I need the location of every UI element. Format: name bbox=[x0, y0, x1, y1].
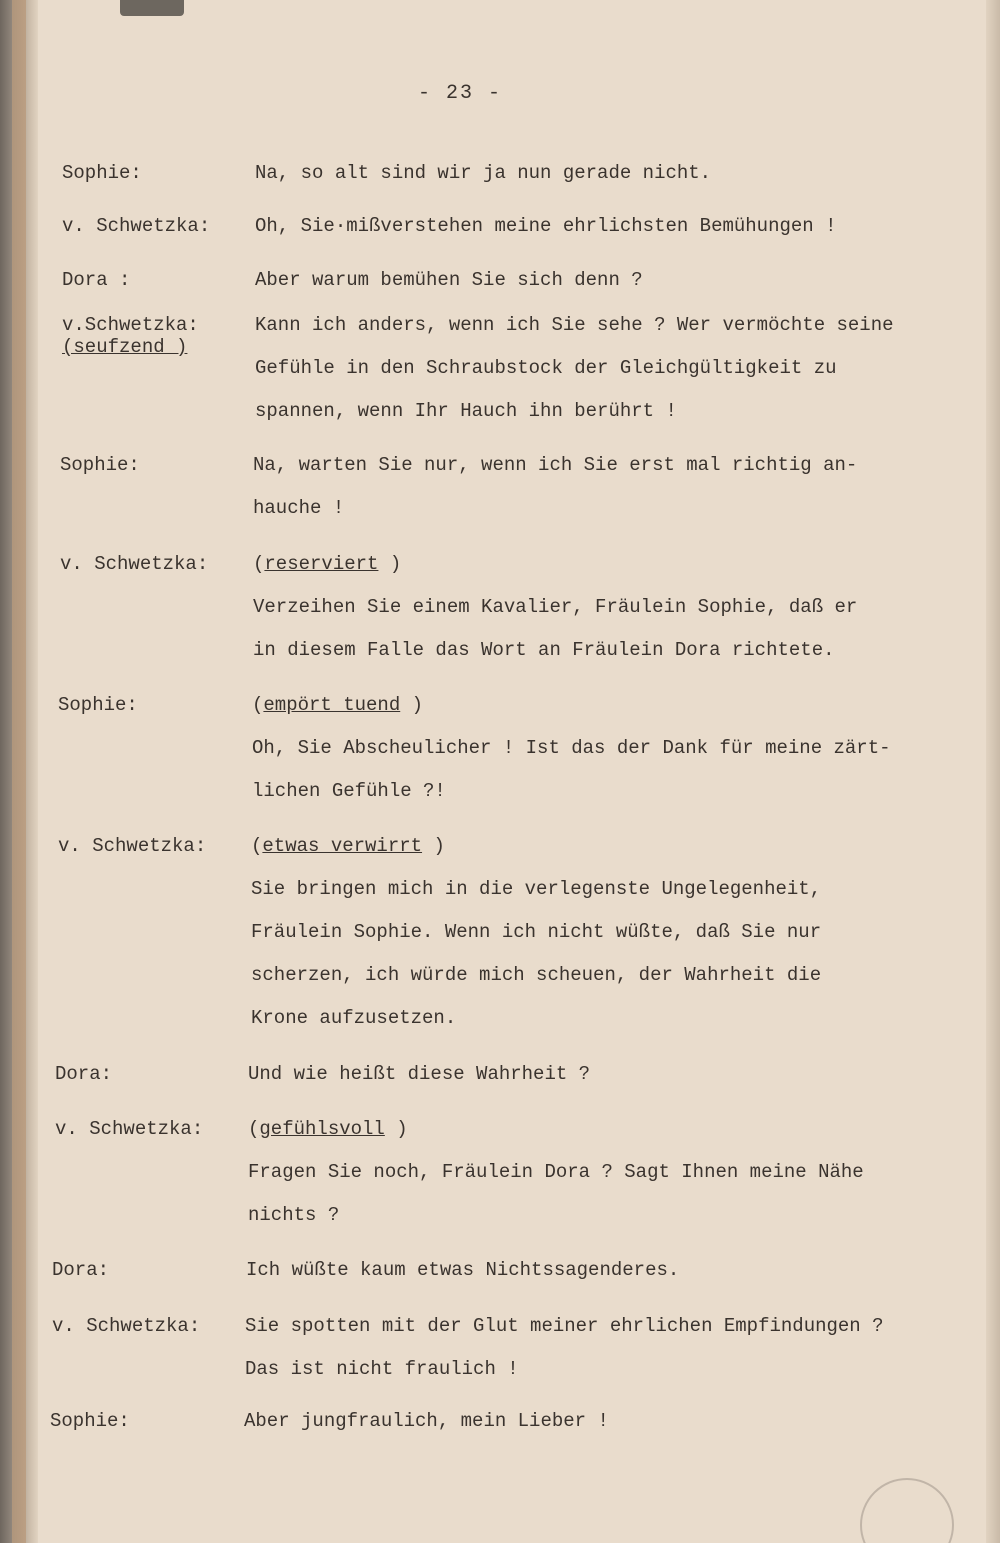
dialogue-text bbox=[253, 444, 857, 530]
dialogue-line: in diesem Falle das Wort an Fräulein Dora richtete. bbox=[253, 639, 835, 661]
dialogue-line: Kann ich anders, wenn ich Sie sehe ? Wer vermöchte seine bbox=[255, 314, 894, 336]
dialogue-text bbox=[252, 684, 891, 813]
stage-direction-text: empört tuend bbox=[263, 694, 401, 716]
speaker-name: v. Schwetzka: bbox=[55, 1118, 204, 1140]
stage-direction: (etwas verwirrt ) bbox=[251, 835, 445, 857]
dialogue-line: lichen Gefühle ?! bbox=[252, 780, 446, 802]
dialogue-text bbox=[248, 1108, 864, 1237]
dialogue-line: Verzeihen Sie einem Kavalier, Fräulein Sophie, daß er bbox=[253, 596, 858, 618]
dialogue-text bbox=[253, 543, 857, 672]
dialogue-line: Ich wüßte kaum etwas Nichtssagenderes. bbox=[246, 1259, 680, 1281]
stage-direction: (reserviert ) bbox=[253, 553, 402, 575]
dialogue-text bbox=[251, 825, 821, 1040]
dialogue-line: spannen, wenn Ihr Hauch ihn berührt ! bbox=[255, 400, 677, 422]
dialogue-line: Na, warten Sie nur, wenn ich Sie erst mal richtig an- bbox=[253, 454, 858, 476]
speaker-name: v. Schwetzka: bbox=[60, 553, 209, 575]
stain-ring bbox=[860, 1478, 954, 1543]
page-edge bbox=[986, 0, 1000, 1543]
dialogue-text bbox=[255, 205, 837, 248]
speaker-block bbox=[62, 314, 199, 358]
stage-direction: (empört tuend ) bbox=[252, 694, 424, 716]
speaker-stage-direction: (seufzend ) bbox=[62, 336, 188, 358]
dialogue-line: Na, so alt sind wir ja nun gerade nicht. bbox=[255, 162, 712, 184]
dialogue-line: Fräulein Sophie. Wenn ich nicht wüßte, daß Sie nur bbox=[251, 921, 822, 943]
stage-direction: (gefühlsvoll ) bbox=[248, 1118, 408, 1140]
dialogue-line: Gefühle in den Schraubstock der Gleichgültigkeit zu bbox=[255, 357, 837, 379]
page-number: - 23 - bbox=[417, 82, 502, 105]
speaker-name: Dora: bbox=[55, 1063, 113, 1085]
dialogue-line: Das ist nicht fraulich ! bbox=[245, 1358, 519, 1380]
dialogue-text bbox=[255, 259, 643, 302]
dialogue-line: hauche ! bbox=[253, 497, 345, 519]
speaker-name: Sophie: bbox=[50, 1410, 130, 1432]
dialogue-line: Sie bringen mich in die verlegenste Ungelegenheit, bbox=[251, 878, 822, 900]
dialogue-line: Und wie heißt diese Wahrheit ? bbox=[248, 1063, 591, 1085]
dialogue-line: scherzen, ich würde mich scheuen, der Wahrheit die bbox=[251, 964, 822, 986]
speaker-name: v. Schwetzka: bbox=[52, 1315, 201, 1337]
dialogue-line: Aber warum bemühen Sie sich denn ? bbox=[255, 269, 643, 291]
speaker-name: Dora : bbox=[62, 269, 131, 291]
dialogue-line: Krone aufzusetzen. bbox=[251, 1007, 457, 1029]
binding-strip bbox=[12, 0, 26, 1543]
dialogue-line: Fragen Sie noch, Fräulein Dora ? Sagt Ihnen meine Nähe bbox=[248, 1161, 864, 1183]
paper-clip bbox=[120, 0, 184, 16]
speaker-name: Sophie: bbox=[60, 454, 140, 476]
speaker-name: Sophie: bbox=[58, 694, 138, 716]
stage-direction-text: etwas verwirrt bbox=[262, 835, 423, 857]
dialogue-line: nichts ? bbox=[248, 1204, 340, 1226]
stage-direction-text: reserviert bbox=[264, 553, 379, 575]
dialogue-text bbox=[244, 1400, 609, 1443]
speaker-name: Dora: bbox=[52, 1259, 110, 1281]
dialogue-text bbox=[248, 1053, 590, 1096]
dialogue-line: Aber jungfraulich, mein Lieber ! bbox=[244, 1410, 609, 1432]
speaker-name: v. Schwetzka: bbox=[62, 215, 211, 237]
dialogue-text bbox=[246, 1249, 679, 1292]
stage-direction-text: gefühlsvoll bbox=[259, 1118, 385, 1140]
speaker-name: v.Schwetzka: bbox=[62, 314, 199, 336]
dialogue-text bbox=[245, 1305, 884, 1391]
dialogue-line: Oh, Sie Abscheulicher ! Ist das der Dank für meine zärt- bbox=[252, 737, 891, 759]
dialogue-text bbox=[255, 304, 894, 433]
dialogue-line: Sie spotten mit der Glut meiner ehrlichen Empfindungen ? bbox=[245, 1315, 884, 1337]
dialogue-line: Oh, Sie·mißverstehen meine ehrlichsten Bemühungen ! bbox=[255, 215, 837, 237]
speaker-name: Sophie: bbox=[62, 162, 142, 184]
dialogue-text bbox=[255, 152, 711, 195]
speaker-name: v. Schwetzka: bbox=[58, 835, 207, 857]
